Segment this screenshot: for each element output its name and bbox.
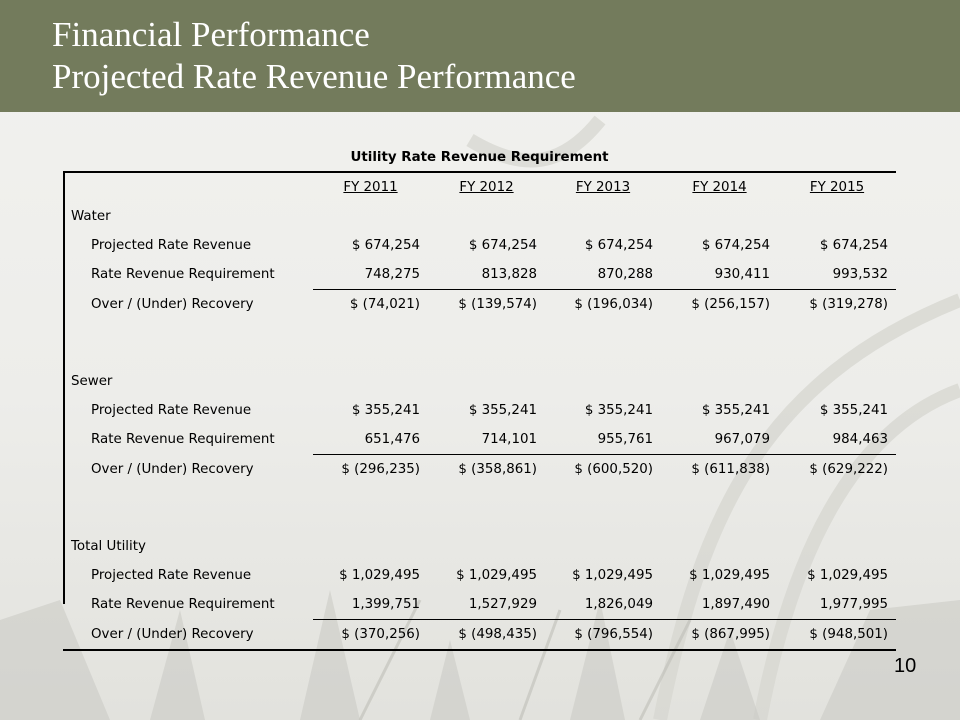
table-caption: Utility Rate Revenue Requirement xyxy=(63,143,896,172)
value-cell: $ 1,029,495 xyxy=(807,568,889,583)
table-row xyxy=(63,396,896,425)
row-label: Rate Revenue Requirement xyxy=(91,432,275,448)
value-cell: $ (867,995) xyxy=(661,620,778,651)
year-header: FY 2011 xyxy=(343,180,398,195)
value-cell: $ (370,256) xyxy=(313,620,428,651)
value-cell: $ 355,241 xyxy=(701,403,770,418)
value-cell: 813,828 xyxy=(481,267,537,282)
title-line-1: Financial Performance xyxy=(52,15,370,54)
value-cell: 1,977,995 xyxy=(819,597,889,612)
table-left-rule xyxy=(63,172,65,604)
group-spacer-row xyxy=(63,319,896,367)
value-cell: $ (296,235) xyxy=(313,455,428,485)
value-cell: $ 355,241 xyxy=(468,403,537,418)
value-cell: $ (74,021) xyxy=(313,290,428,320)
value-cell: $ 1,029,495 xyxy=(689,568,770,583)
value-cell: 930,411 xyxy=(714,267,770,282)
group-name: Total Utility xyxy=(71,539,146,554)
year-header-row xyxy=(63,172,896,202)
row-label: Projected Rate Revenue xyxy=(91,238,252,253)
table-row xyxy=(63,260,896,290)
value-cell: $ (629,222) xyxy=(778,455,896,485)
slide-title xyxy=(52,14,576,98)
value-cell: $ (611,838) xyxy=(661,455,778,485)
header-spacer xyxy=(63,172,313,202)
table-row xyxy=(63,455,896,485)
value-cell: $ (498,435) xyxy=(428,620,545,651)
year-header: FY 2014 xyxy=(692,180,747,195)
value-cell: $ 355,241 xyxy=(819,403,889,418)
value-cell: $ (600,520) xyxy=(545,455,661,485)
value-cell: 714,101 xyxy=(481,432,537,447)
year-header: FY 2013 xyxy=(575,180,631,195)
value-cell: $ (796,554) xyxy=(545,620,661,651)
value-cell: 748,275 xyxy=(364,267,420,282)
row-label: Over / (Under) Recovery xyxy=(63,620,313,651)
value-cell: 1,826,049 xyxy=(584,597,653,612)
value-cell: 984,463 xyxy=(832,432,889,447)
spacer-cell xyxy=(63,484,896,532)
table-row xyxy=(63,425,896,455)
value-cell: $ 1,029,495 xyxy=(339,568,420,583)
row-label: Rate Revenue Requirement xyxy=(91,597,275,613)
value-cell: $ 674,254 xyxy=(701,238,770,253)
value-cell: $ 674,254 xyxy=(351,238,420,253)
value-cell: $ (139,574) xyxy=(428,290,545,320)
value-cell: $ 1,029,495 xyxy=(572,568,653,583)
group-header-row xyxy=(63,202,896,231)
table-row xyxy=(63,290,896,320)
group-header-row xyxy=(63,367,896,396)
row-label: Over / (Under) Recovery xyxy=(91,461,254,477)
value-cell: 870,288 xyxy=(597,267,653,282)
value-cell: 955,761 xyxy=(597,432,653,447)
value-cell: $ 674,254 xyxy=(819,238,889,253)
value-cell: 1,897,490 xyxy=(701,597,770,612)
row-label: Over / (Under) Recovery xyxy=(91,296,254,312)
year-header: FY 2015 xyxy=(809,180,865,195)
table-row xyxy=(63,620,896,651)
group-spacer-row xyxy=(63,484,896,532)
group-header-row xyxy=(63,532,896,561)
table-body xyxy=(63,172,896,650)
value-cell: 651,476 xyxy=(364,432,420,447)
spacer-cell xyxy=(63,319,896,367)
value-cell: $ 1,029,495 xyxy=(456,568,537,583)
table-row xyxy=(63,561,896,590)
value-cell: 1,527,929 xyxy=(468,597,537,612)
value-cell: $ (948,501) xyxy=(778,620,896,651)
value-cell: $ 674,254 xyxy=(584,238,653,253)
value-cell: $ (256,157) xyxy=(661,290,778,320)
table-row xyxy=(63,231,896,260)
value-cell: $ (358,861) xyxy=(428,455,545,485)
value-cell: 1,399,751 xyxy=(351,597,420,612)
year-header: FY 2012 xyxy=(459,180,514,195)
group-name: Water xyxy=(71,209,111,224)
value-cell: $ 355,241 xyxy=(584,403,653,418)
group-name: Sewer xyxy=(71,374,113,389)
value-cell: $ (196,034) xyxy=(545,290,661,320)
value-cell: $ 355,241 xyxy=(351,403,420,418)
value-cell: $ (319,278) xyxy=(778,290,896,320)
row-label: Projected Rate Revenue xyxy=(91,403,252,418)
value-cell: 993,532 xyxy=(832,267,889,282)
value-cell: $ 674,254 xyxy=(468,238,537,253)
title-line-2: Projected Rate Revenue Performance xyxy=(52,57,576,96)
page-number: 10 xyxy=(894,655,917,677)
revenue-table-container xyxy=(63,143,896,651)
value-cell: 967,079 xyxy=(714,432,770,447)
table-row xyxy=(63,590,896,620)
revenue-table xyxy=(63,143,896,651)
row-label: Projected Rate Revenue xyxy=(91,568,252,583)
row-label: Rate Revenue Requirement xyxy=(91,267,275,283)
